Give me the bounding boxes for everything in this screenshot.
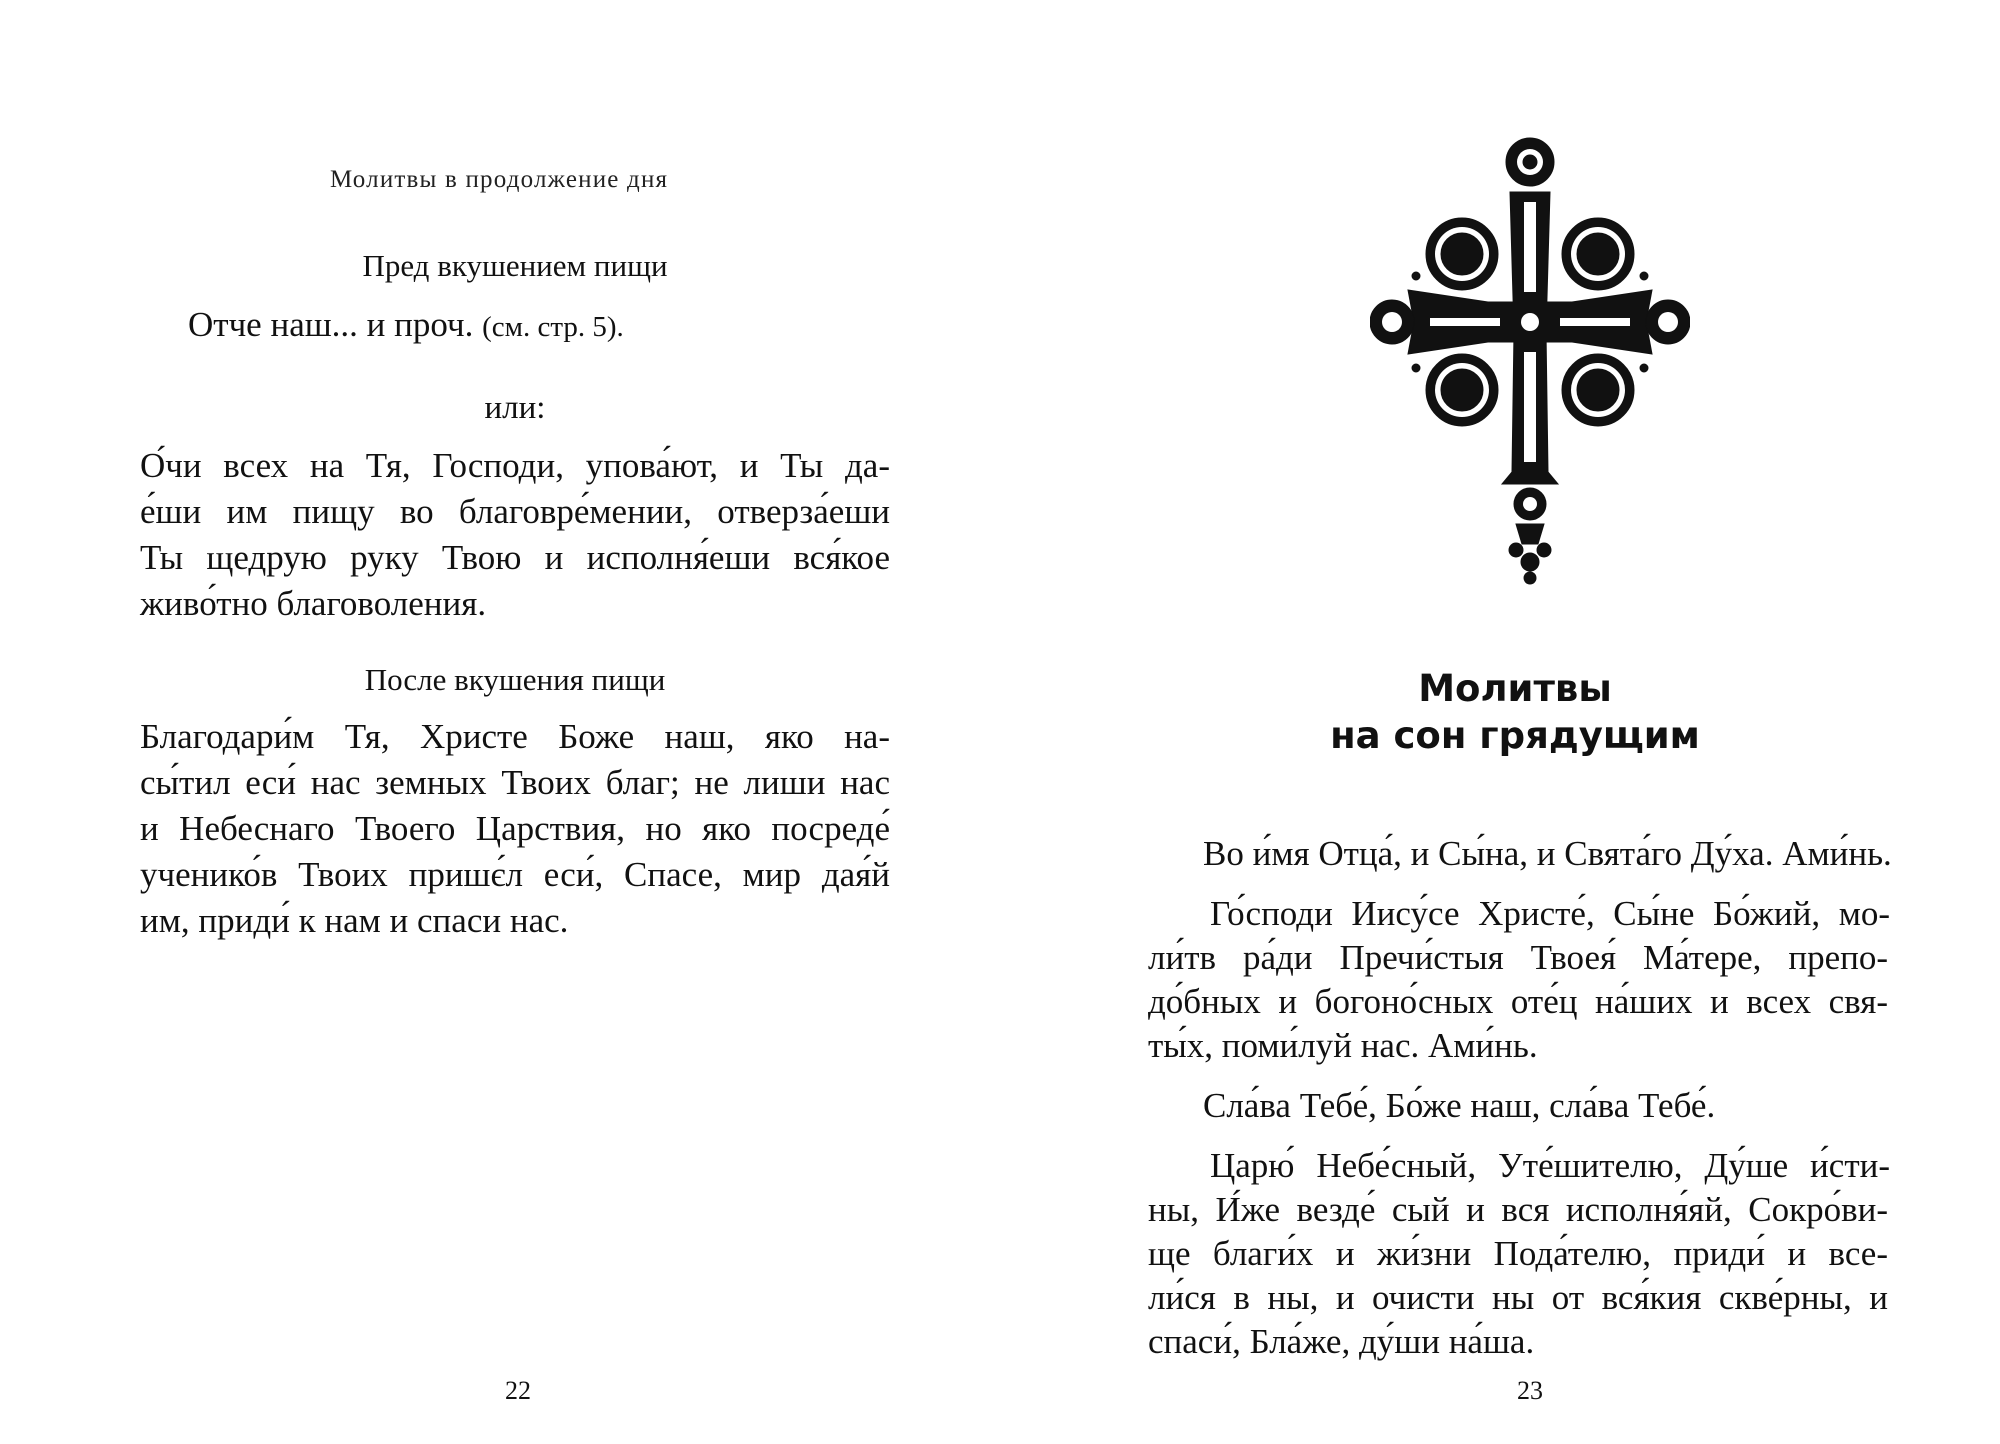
prayer-line: Ты щедрую руку Твою и исполня́еши вся́кое xyxy=(140,538,890,577)
page-reference: (см. стр. 5). xyxy=(482,311,624,343)
prayer-line: и Небеснаго Твоего Царствия, но яко посреде́ xyxy=(140,809,890,848)
section-title-line2: на сон грядущим xyxy=(1330,714,1700,757)
prayer-line: ты́х, поми́луй нас. Ами́нь. xyxy=(1148,1026,1538,1065)
page-number: 22 xyxy=(505,1376,531,1405)
prayer-line: Во и́мя Отца́, и Сы́на, и Свята́го Ду́ха. Ами́нь. xyxy=(1203,834,1892,873)
prayer-line: ли́тв ра́ди Пречи́стыя Твоея́ Ма́тере, препо- xyxy=(1148,938,1888,977)
prayer-line: Царю́ Небе́сный, Уте́шителю, Ду́ше и́сти- xyxy=(1210,1146,1890,1185)
before-meal-line xyxy=(188,302,888,350)
or-label: или: xyxy=(484,390,546,426)
running-head: Молитвы в продолжение дня xyxy=(330,166,669,193)
heading-after-meal: После вкушения пищи xyxy=(364,662,666,697)
ornate-cross-icon xyxy=(1370,132,1690,592)
prayer-line: ученико́в Твоих пришє́л еси́, Спасе, мир дая́й xyxy=(140,855,890,894)
page-number: 23 xyxy=(1517,1376,1543,1405)
prayer-line: ны, И́же везде́ сый и вся исполня́яй, Сокро́ви- xyxy=(1148,1190,1888,1229)
before-meal-text: Отче наш... и проч. xyxy=(188,305,474,344)
prayer-line: ли́ся в ны, и очисти ны от вся́кия скве́рны, и xyxy=(1148,1278,1888,1317)
prayer-line: О́чи всех на Тя, Господи, упова́ют, и Ты да- xyxy=(140,446,890,485)
prayer-line: живо́тно благоволения. xyxy=(140,584,487,623)
prayer-line: сы́тил еси́ нас земных Твоих благ; не лиши нас xyxy=(140,763,890,802)
prayer-line: Го́споди Иису́се Христе́, Сы́не Бо́жий, мо- xyxy=(1210,894,1890,933)
heading-before-meal: Пред вкушением пищи xyxy=(362,248,668,283)
prayer-line: Сла́ва Тебе́, Бо́же наш, сла́ва Тебе́. xyxy=(1203,1086,1716,1125)
prayer-line: е́ши им пищу во благовре́мении, отверза́еши xyxy=(140,492,890,531)
prayer-line: им, приди́ к нам и спаси нас. xyxy=(140,901,569,940)
prayer-line: ще благи́х и жи́зни Пода́телю, приди́ и все- xyxy=(1148,1234,1888,1273)
prayer-line: спаси́, Бла́же, ду́ши на́ша. xyxy=(1148,1322,1535,1361)
section-title-line1: Молитвы xyxy=(1418,667,1612,710)
prayer-line: Благодари́м Тя, Христе Боже наш, яко на- xyxy=(140,717,890,756)
prayer-line: до́бных и богоно́сных оте́ц на́ших и всех свя- xyxy=(1148,982,1888,1021)
right-page xyxy=(1000,0,2000,1444)
